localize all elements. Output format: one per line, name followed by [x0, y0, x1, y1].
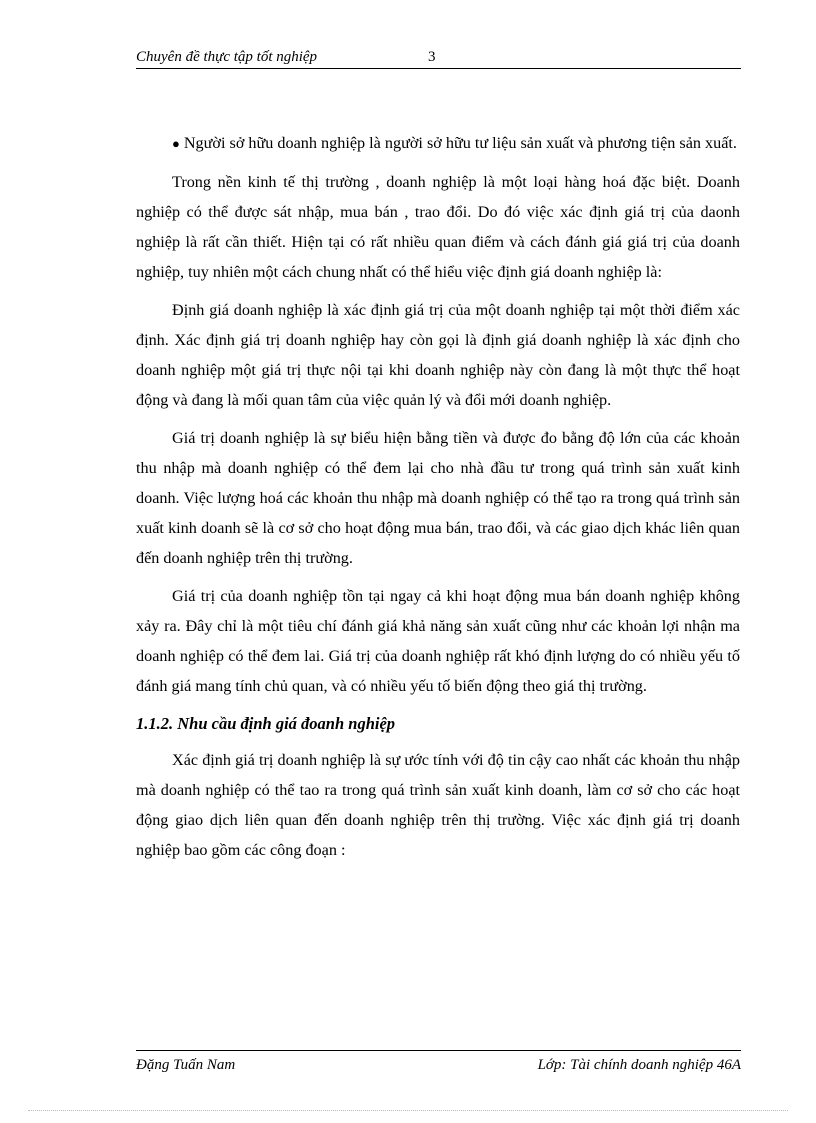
document-body [136, 128, 740, 873]
paragraph: Trong nền kinh tế thị trường , doanh nghiệp là một loại hàng hoá đặc biệt. Doanh nghiệp có thể được sát nhập, mua bán , trao đổi. Do đó việc xác định giá trị của daonh nghiệp là rất cần thiết. Hiện tại có rất nhiều quan điểm và cách đánh giá giá trị của doanh nghiệp, tuy nhiên một cách chung nhất có thể hiểu việc định giá doanh nghiệp là: [136, 173, 740, 281]
bullet-icon: ● [172, 136, 180, 151]
page-footer [136, 1050, 741, 1073]
paragraph-text: Người sở hữu doanh nghiệp là người sở hữu tư liệu sản xuất và phương tiện sản xuất. [183, 134, 737, 152]
page-number: 3 [428, 49, 436, 65]
footer-class: Lớp: Tài chính doanh nghiệp 46A [537, 1057, 741, 1073]
page-header [136, 48, 741, 69]
paragraph: Giá trị của doanh nghiệp tồn tại ngay cả khi hoạt động mua bán doanh nghiệp không xảy ra. Đây chỉ là một tiêu chí đánh giá khả năng sản xuất cũng như các khoản lợi nhận ma doanh nghiệp có thể đem lai. Giá trị của doanh nghiệp rất khó định lượng do có nhiều yếu tố đánh giá mang tính chủ quan, và có nhiều yếu tố biến động theo giá thị trường. [136, 587, 740, 695]
footer-author: Đặng Tuấn Nam [136, 1057, 236, 1073]
paragraph: Giá trị doanh nghiệp là sự biểu hiện bằng tiền và được đo bằng độ lớn của các khoản thu nhập mà doanh nghiệp có thể đem lại cho nhà đầu tư trong quá trình sản xuất kinh doanh. Việc lượng hoá các khoản thu nhập mà doanh nghiệp có thể tạo ra trong quá trình sản xuất kinh doanh sẽ là cơ sở cho hoạt động mua bán, trao đổi, và các giao dịch khác liên quan đến doanh nghiệp trên thị trường. [136, 429, 740, 567]
paragraph: Định giá doanh nghiệp là xác định giá trị của một doanh nghiệp tại một thời điểm xác định. Xác định giá trị doanh nghiệp hay còn gọi là định giá doanh nghiệp là xác định cho doanh nghiệp một giá trị thực nội tại khi doanh nghiệp này còn đang là một thực thể hoạt động và đang là mối quan tâm của việc quản lý và đổi mới doanh nghiệp. [136, 301, 740, 409]
page-boundary-divider [28, 1110, 788, 1111]
section-heading: 1.1.2. Nhu cầu định giá đoanh nghiệp [136, 714, 396, 733]
document-title: Chuyên đề thực tập tốt nghiệp [136, 49, 318, 65]
bullet-paragraph [136, 128, 740, 159]
paragraph: Xác định giá trị doanh nghiệp là sự ước tính với độ tin cậy cao nhất các khoản thu nhập mà doanh nghiệp có thể tao ra trong quá trình sản xuất kinh doanh, làm cơ sở cho các hoạt động giao dịch liên quan đến doanh nghiệp trên thị trường. Việc xác định giá trị doanh nghiệp bao gồm các công đoạn : [136, 751, 740, 859]
